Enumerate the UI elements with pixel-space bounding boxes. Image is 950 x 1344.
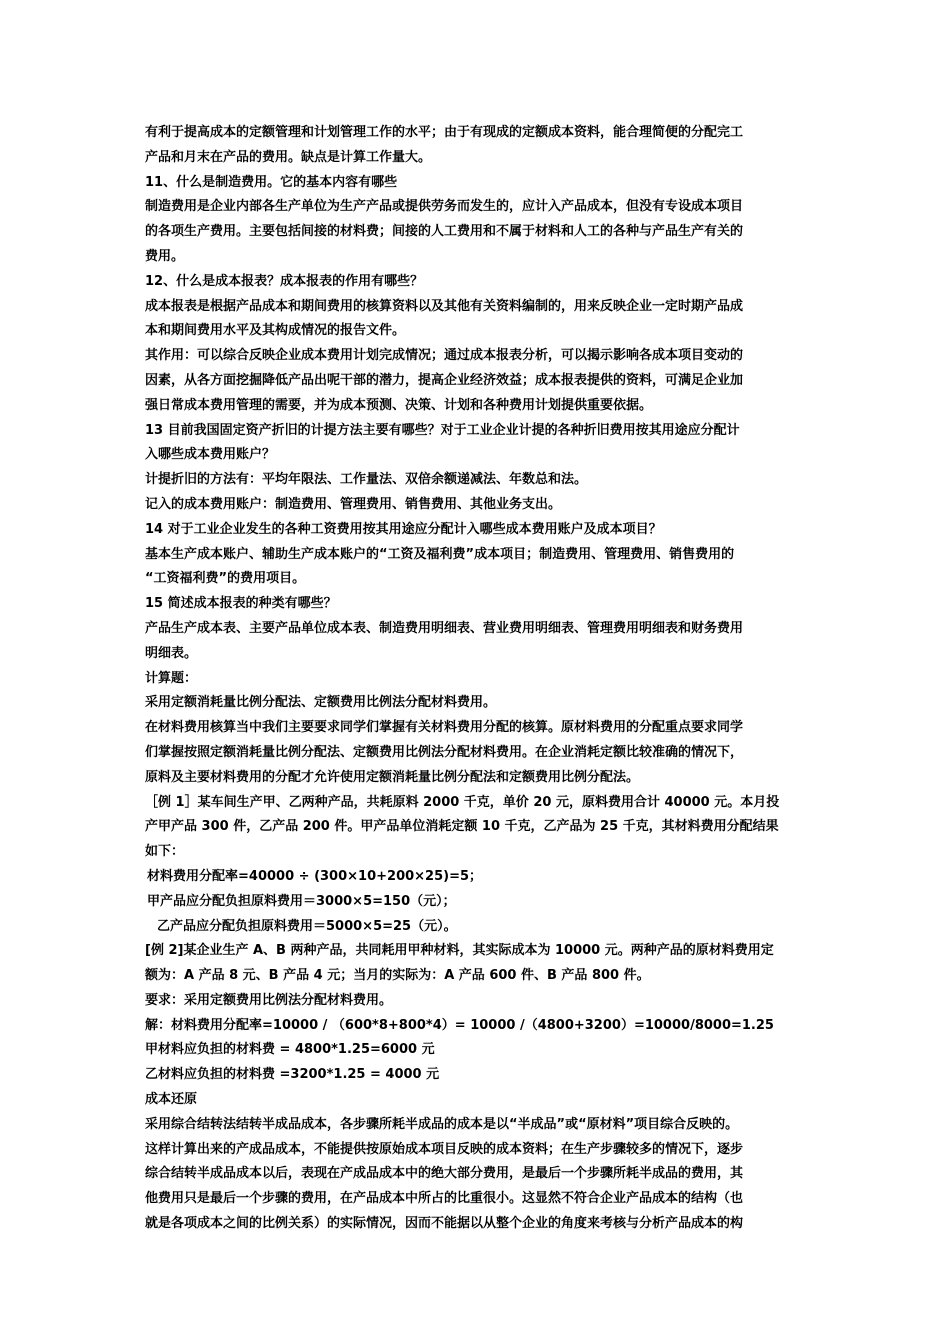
text-line: 产品和月末在产品的费用。缺点是计算工作量大。 xyxy=(145,149,432,165)
text-line: 其作用：可以综合反映企业成本费用计划完成情况；通过成本报表分析，可以揭示影响各成本项目变动的 xyxy=(145,348,744,364)
formula-line: 甲材料应负担的材料费 = 4800*1.25=6000 元 xyxy=(145,1042,435,1058)
text-line: 采用定额消耗量比例分配法、定额费用比例法分配材料费用。 xyxy=(145,695,497,711)
text-line: 就是各项成本之间的比例关系）的实际情况，因而不能据以从整个企业的角度来考核与分析产品成本的构 xyxy=(145,1216,744,1232)
text-line: 强日常成本费用管理的需要，并为成本预测、决策、计划和各种费用计划提供重要依据。 xyxy=(145,397,653,413)
text-line: 记入的成本费用账户：制造费用、管理费用、销售费用、其他业务支出。 xyxy=(145,496,562,512)
text-line: 计提折旧的方法有：平均年限法、工作量法、双倍余额递减法、年数总和法。 xyxy=(145,472,588,488)
text-line: 基本生产成本账户、辅助生产成本账户的“工资及福利费”成本项目；制造费用、管理费用、销售费用的 xyxy=(145,546,735,562)
text-line: 综合结转半成品成本以后，表现在产成品成本中的绝大部分费用，是最后一个步骤所耗半成品的费用，其 xyxy=(145,1166,744,1182)
document-body xyxy=(145,121,813,1237)
example-line: ［例 1］某车间生产甲、乙两种产品，共耗原料 2000 千克，单价 20 元，原料费用合计 40000 元。本月投 xyxy=(145,794,780,810)
formula-line: 乙材料应负担的材料费 =3200*1.25 = 4000 元 xyxy=(145,1067,440,1083)
text-line: “工资福利费”的费用项目。 xyxy=(145,571,306,587)
text-line: 费用。 xyxy=(145,248,185,264)
text-line: 们掌握按照定额消耗量比例分配法、定额费用比例法分配材料费用。在企业消耗定额比较准确的情况下， xyxy=(145,744,744,760)
section-heading: 成本还原 xyxy=(145,1092,198,1108)
formula-line: 材料费用分配率=40000 ÷ (300×10+200×25)=5； xyxy=(147,868,483,884)
text-line: 在材料费用核算当中我们主要要求同学们掌握有关材料费用分配的核算。原材料费用的分配重点要求同学 xyxy=(145,720,744,736)
example-line: 如下： xyxy=(145,844,185,860)
question-heading: 14 对于工业企业发生的各种工资费用按其用途应分配计入哪些成本费用账户及成本项目？ xyxy=(145,521,662,537)
question-heading: 11、什么是制造费用。它的基本内容有哪些 xyxy=(145,174,398,190)
formula-line: 乙产品应分配负担原料费用＝5000×5=25（元）。 xyxy=(157,918,457,934)
text-line: 本和期间费用水平及其构成情况的报告文件。 xyxy=(145,323,406,339)
text-line: 的各项生产费用。主要包括间接的材料费；间接的人工费用和不属于材料和人工的各种与产品生产有关的 xyxy=(145,224,744,240)
formula-line: 甲产品应分配负担原料费用＝3000×5=150（元）； xyxy=(147,893,456,909)
formula-line: 解：材料费用分配率=10000 / （600*8+800*4）= 10000 /（4800+3200）=10000/8000=1.25 xyxy=(145,1017,774,1033)
example-line: 产甲产品 300 件，乙产品 200 件。甲产品单位消耗定额 10 千克，乙产品为 25 千克，其材料费用分配结果 xyxy=(145,819,779,835)
text-line: 原料及主要材料费用的分配才允许使用定额消耗量比例分配法和定额费用比例分配法。 xyxy=(145,769,640,785)
text-line: 他费用只是最后一个步骤的费用，在产品成本中所占的比重很小。这显然不符合企业产品成本的结构（也 xyxy=(145,1191,744,1207)
example-line: 额为：A 产品 8 元、B 产品 4 元；当月的实际为：A 产品 600 件、B 产品 800 件。 xyxy=(145,968,650,984)
question-heading: 入哪些成本费用账户？ xyxy=(145,447,276,463)
example-line: [例 2]某企业生产 A、B 两种产品，共同耗用甲种材料，其实际成本为 10000 元。两种产品的原材料费用定 xyxy=(145,943,774,959)
question-heading: 15 简述成本报表的种类有哪些？ xyxy=(145,596,337,612)
text-line: 因素，从各方面挖掘降低产品出呢干部的潜力，提高企业经济效益；成本报表提供的资料，可满足企业加 xyxy=(145,372,744,388)
text-line: 制造费用是企业内部各生产单位为生产产品或提供劳务而发生的，应计入产品成本，但没有专设成本项目 xyxy=(145,199,744,215)
question-heading: 12、什么是成本报表？成本报表的作用有哪些？ xyxy=(145,273,424,289)
text-line: 采用综合结转法结转半成品成本，各步骤所耗半成品的成本是以“半成品”或“原材料”项目综合反映的。 xyxy=(145,1116,739,1132)
text-line: 明细表。 xyxy=(145,645,198,661)
text-line: 产品生产成本表、主要产品单位成本表、制造费用明细表、营业费用明细表、管理费用明细表和财务费用 xyxy=(145,620,744,636)
text-line: 这样计算出来的产成品成本，不能提供按原始成本项目反映的成本资料；在生产步骤较多的情况下，逐步 xyxy=(145,1141,744,1157)
text-line: 有利于提高成本的定额管理和计划管理工作的水平；由于有现成的定额成本资料，能合理简便的分配完工 xyxy=(145,125,744,140)
question-heading: 13 目前我国固定资产折旧的计提方法主要有哪些？对于工业企业计提的各种折旧费用按其用途应分配计 xyxy=(145,422,740,438)
text-line: 要求：采用定额费用比例法分配材料费用。 xyxy=(145,992,393,1008)
section-heading: 计算题： xyxy=(145,670,198,686)
text-line: 成本报表是根据产品成本和期间费用的核算资料以及其他有关资料编制的，用来反映企业一定时期产品成 xyxy=(145,298,744,314)
